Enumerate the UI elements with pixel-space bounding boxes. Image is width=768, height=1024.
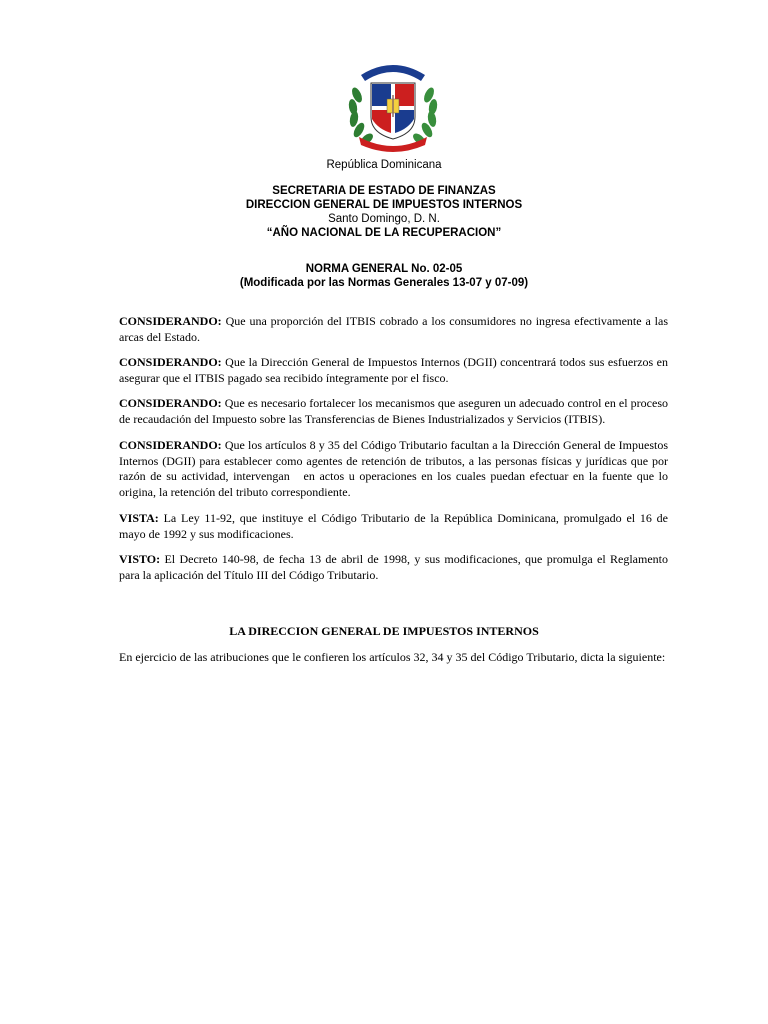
paragraph-label: CONSIDERANDO: [119,314,222,328]
section-heading: LA DIRECCION GENERAL DE IMPUESTOS INTERNOS [229,624,539,638]
paragraph-text: Que una proporción del ITBIS cobrado a los consumidores no ingresa efectivamente a las arcas del Estado. [119,314,668,344]
agency-name: DIRECCION GENERAL DE IMPUESTOS INTERNOS [245,199,523,211]
coat-of-arms-icon [343,55,443,155]
ministry-name: SECRETARIA DE ESTADO DE FINANZAS [272,185,496,197]
paragraph [119,552,668,583]
paragraph-label: CONSIDERANDO: [119,396,222,410]
paragraph-label: VISTA: [119,511,159,525]
paragraph-text: Que los artículos 8 y 35 del Código Tributario facultan a la Dirección General de Impuestos Internos (DGII) para establecer como agentes de retención de tributos, a las personas físicas y jurídicas que por razón de su actividad, intervengan en actos u operaciones en los cuales puedan efectuar en la fuente que lo origina, la retención del tributo correspondiente. [119,438,671,499]
paragraph [119,511,668,542]
location: Santo Domingo, D. N. [328,213,440,225]
norma-title-block [0,262,768,290]
paragraph-text: Que es necesario fortalecer los mecanismos que aseguren un adecuado control en el proceso de recaudación del Impuesto sobre las Transferencias de Bienes Industrializados y Servicios (ITBIS). [119,396,668,426]
paragraph-text: El Decreto 140-98, de fecha 13 de abril de 1998, y sus modificaciones, que promulga el Reglamento para la aplicación del Título III del Código Tributario. [119,552,668,582]
paragraph-text: Que la Dirección General de Impuestos Internos (DGII) concentrará todos sus esfuerzos en asegurar que el ITBIS pagado sea recibido íntegramente por el fisco. [119,355,668,385]
paragraph [119,355,668,386]
norma-title: NORMA GENERAL No. 02-05 [305,263,463,275]
paragraph-label: CONSIDERANDO: [119,438,222,452]
country-name: República Dominicana [326,159,442,171]
paragraph-text: La Ley 11-92, que instituye el Código Tributario de la República Dominicana, promulgado el 16 de mayo de 1992 y sus modificaciones. [119,511,668,541]
paragraph [119,438,671,500]
closing-text: En ejercicio de las atribuciones que le confieren los artículos 32, 34 y 35 del Código Tributario, dicta la siguiente: [119,650,666,664]
paragraph [119,396,668,427]
paragraph-label: VISTO: [119,552,161,566]
year-motto: “AÑO NACIONAL DE LA RECUPERACION” [266,227,502,239]
paragraph-label: CONSIDERANDO: [119,355,222,369]
paragraph [119,314,668,345]
norma-subtitle: (Modificada por las Normas Generales 13-07 y 07-09) [239,277,529,289]
document-header [0,184,768,240]
closing-paragraph [119,650,668,666]
